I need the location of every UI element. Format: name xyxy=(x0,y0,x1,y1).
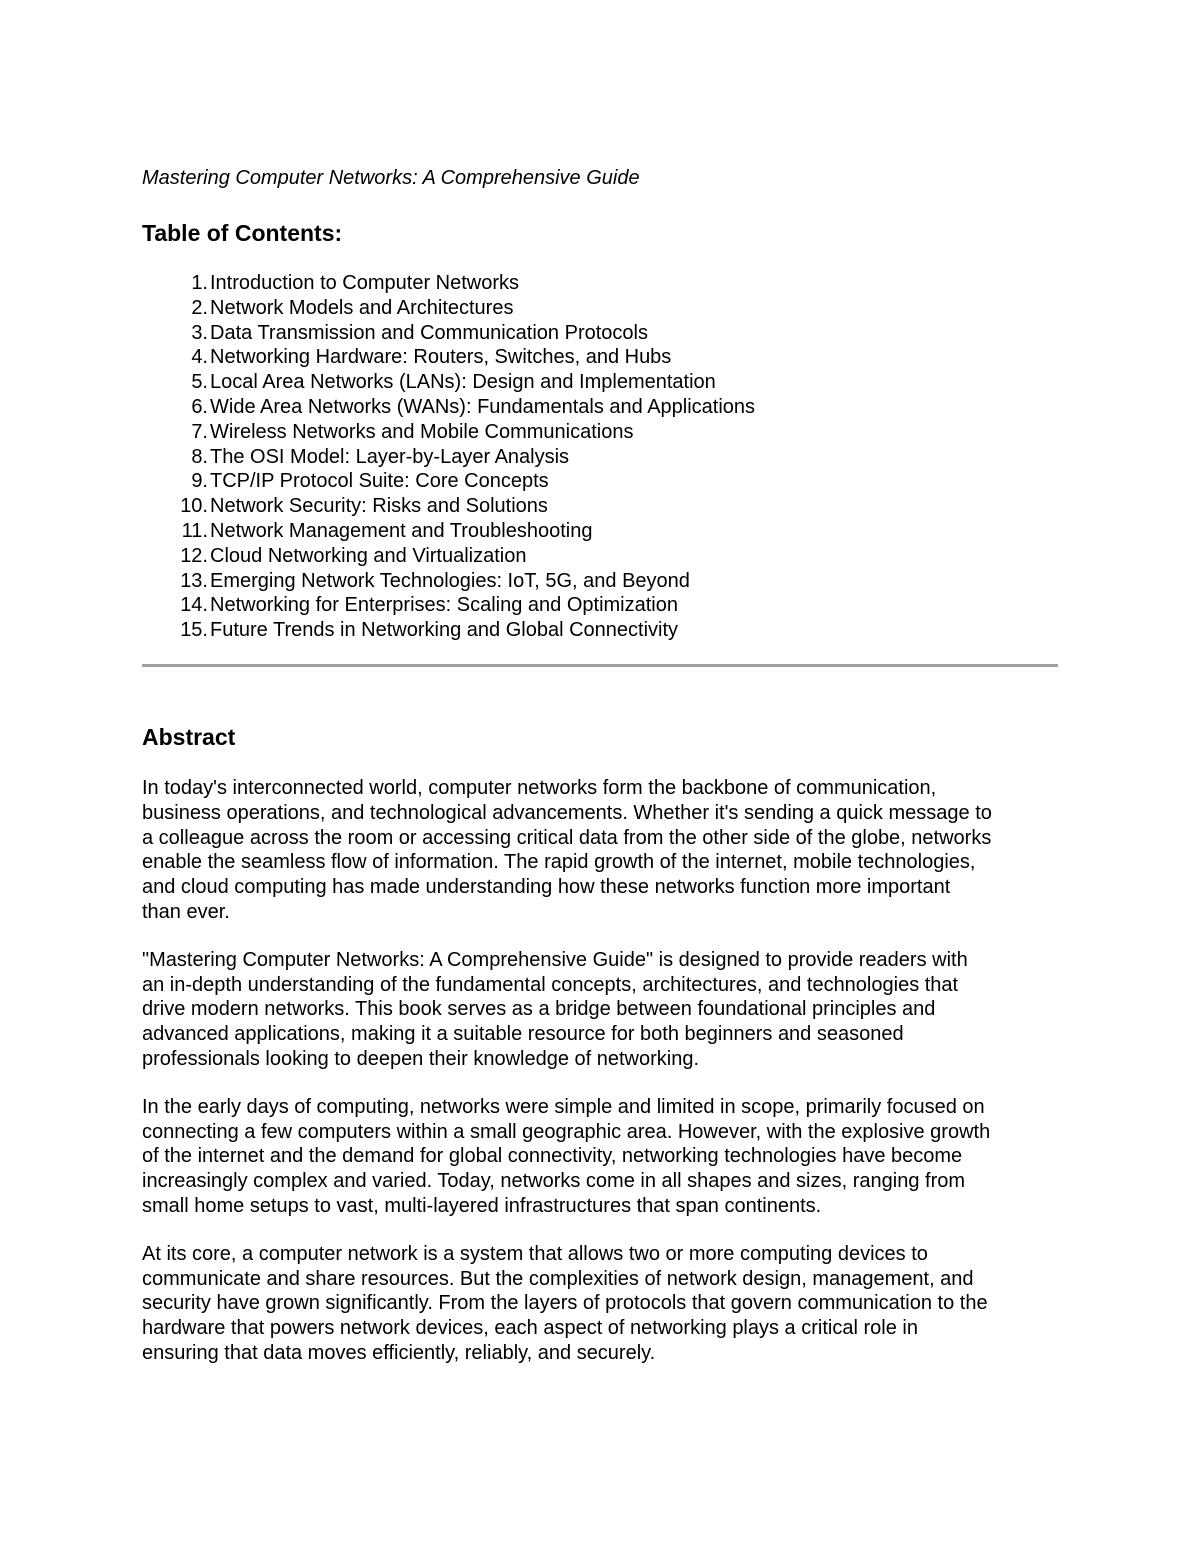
toc-item-text: Emerging Network Technologies: IoT, 5G, and Beyond xyxy=(210,569,690,592)
toc-item xyxy=(142,544,755,569)
toc-item xyxy=(142,395,755,420)
toc-item xyxy=(142,271,755,296)
toc-item xyxy=(142,569,755,594)
toc-heading: Table of Contents: xyxy=(142,220,343,246)
toc-item-number: 14. xyxy=(180,594,208,617)
abstract-paragraph xyxy=(142,948,1062,1072)
toc-item-text: Network Models and Architectures xyxy=(210,296,514,319)
document-title: Mastering Computer Networks: A Comprehensive Guide xyxy=(142,167,640,189)
paragraph-line: communicate and share resources. But the complexities of network design, management, and xyxy=(142,1267,974,1290)
toc-item xyxy=(142,420,755,445)
toc-item xyxy=(142,296,755,321)
toc-item-number: 12. xyxy=(180,544,208,567)
toc-item-number: 15. xyxy=(180,619,208,642)
paragraph-line: and cloud computing has made understanding how these networks function more important xyxy=(142,876,951,899)
toc-item xyxy=(142,469,755,494)
paragraph-line: "Mastering Computer Networks: A Comprehensive Guide" is designed to provide readers with xyxy=(142,948,968,971)
toc-item-text: Cloud Networking and Virtualization xyxy=(210,544,527,567)
toc-item-number: 6. xyxy=(191,395,208,418)
toc-item-number: 10. xyxy=(180,495,208,518)
abstract-paragraph xyxy=(142,1242,1062,1366)
paragraph-line: than ever. xyxy=(142,900,230,923)
toc-item xyxy=(142,445,755,470)
toc-item-text: TCP/IP Protocol Suite: Core Concepts xyxy=(210,470,549,493)
toc-item-text: Wireless Networks and Mobile Communications xyxy=(210,420,634,443)
abstract-paragraph xyxy=(142,1095,1062,1219)
abstract-body xyxy=(142,776,1062,1389)
toc-item-text: Future Trends in Networking and Global Connectivity xyxy=(210,619,679,642)
toc-item-text: Network Management and Troubleshooting xyxy=(210,519,593,542)
toc-item-number: 4. xyxy=(191,346,208,369)
paragraph-line: In the early days of computing, networks were simple and limited in scope, primarily focused on xyxy=(142,1095,985,1118)
toc-item xyxy=(142,370,755,395)
toc-item-text: Data Transmission and Communication Protocols xyxy=(210,321,648,344)
toc-item-number: 11. xyxy=(181,519,208,542)
paragraph-line: business operations, and technological advancements. Whether it's sending a quick message to xyxy=(142,801,992,824)
paragraph-line: of the internet and the demand for global connectivity, networking technologies have become xyxy=(142,1145,963,1168)
toc-item-number: 3. xyxy=(191,321,208,344)
paragraph-line: professionals looking to deepen their knowledge of networking. xyxy=(142,1047,700,1070)
paragraph-line: In today's interconnected world, computer networks form the backbone of communication, xyxy=(142,777,937,799)
toc-item-text: Network Security: Risks and Solutions xyxy=(210,495,548,518)
toc-item-number: 7. xyxy=(191,420,208,443)
paragraph-line: hardware that powers network devices, each aspect of networking plays a critical role in xyxy=(142,1317,918,1340)
paragraph-line: security have grown significantly. From the layers of protocols that govern communication to the xyxy=(142,1292,988,1315)
paragraph-line: an in-depth understanding of the fundamental concepts, architectures, and technologies that xyxy=(142,973,959,996)
abstract-paragraph xyxy=(142,776,1062,925)
horizontal-divider xyxy=(142,664,1058,667)
toc-item-number: 2. xyxy=(191,296,208,319)
toc-item-number: 9. xyxy=(191,470,208,493)
abstract-heading: Abstract xyxy=(142,724,236,750)
toc-item-text: Wide Area Networks (WANs): Fundamentals and Applications xyxy=(210,395,756,418)
toc-item-text: Networking for Enterprises: Scaling and Optimization xyxy=(210,594,678,617)
toc-item-text: Local Area Networks (LANs): Design and Implementation xyxy=(210,371,716,394)
paragraph-line: enable the seamless flow of information. The rapid growth of the internet, mobile technologies, xyxy=(142,851,976,874)
paragraph-line: ensuring that data moves efficiently, reliably, and securely. xyxy=(142,1341,656,1364)
toc-list xyxy=(142,271,755,643)
toc-item xyxy=(142,593,755,618)
paragraph-line: connecting a few computers within a small geographic area. However, with the explosive growth xyxy=(142,1120,991,1143)
toc-item-text: Introduction to Computer Networks xyxy=(210,272,520,294)
toc-item-number: 1. xyxy=(191,272,208,294)
paragraph-line: drive modern networks. This book serves as a bridge between foundational principles and xyxy=(142,998,936,1021)
paragraph-line: advanced applications, making it a suitable resource for both beginners and seasoned xyxy=(142,1023,904,1046)
paragraph-line: At its core, a computer network is a system that allows two or more computing devices to xyxy=(142,1242,928,1265)
paragraph-line: a colleague across the room or accessing critical data from the other side of the globe, networks xyxy=(142,826,992,849)
toc-item-number: 8. xyxy=(191,445,208,468)
toc-item-number: 5. xyxy=(191,371,208,394)
paragraph-line: small home setups to vast, multi-layered infrastructures that span continents. xyxy=(142,1194,822,1217)
paragraph-line: increasingly complex and varied. Today, networks come in all shapes and sizes, ranging from xyxy=(142,1170,966,1193)
toc-item-number: 13. xyxy=(180,569,208,592)
toc-item xyxy=(142,321,755,346)
toc-item xyxy=(142,494,755,519)
toc-item-text: Networking Hardware: Routers, Switches, and Hubs xyxy=(210,346,672,369)
toc-item xyxy=(142,345,755,370)
toc-item-text: The OSI Model: Layer-by-Layer Analysis xyxy=(210,445,570,468)
toc-item xyxy=(142,519,755,544)
toc-item xyxy=(142,618,755,643)
